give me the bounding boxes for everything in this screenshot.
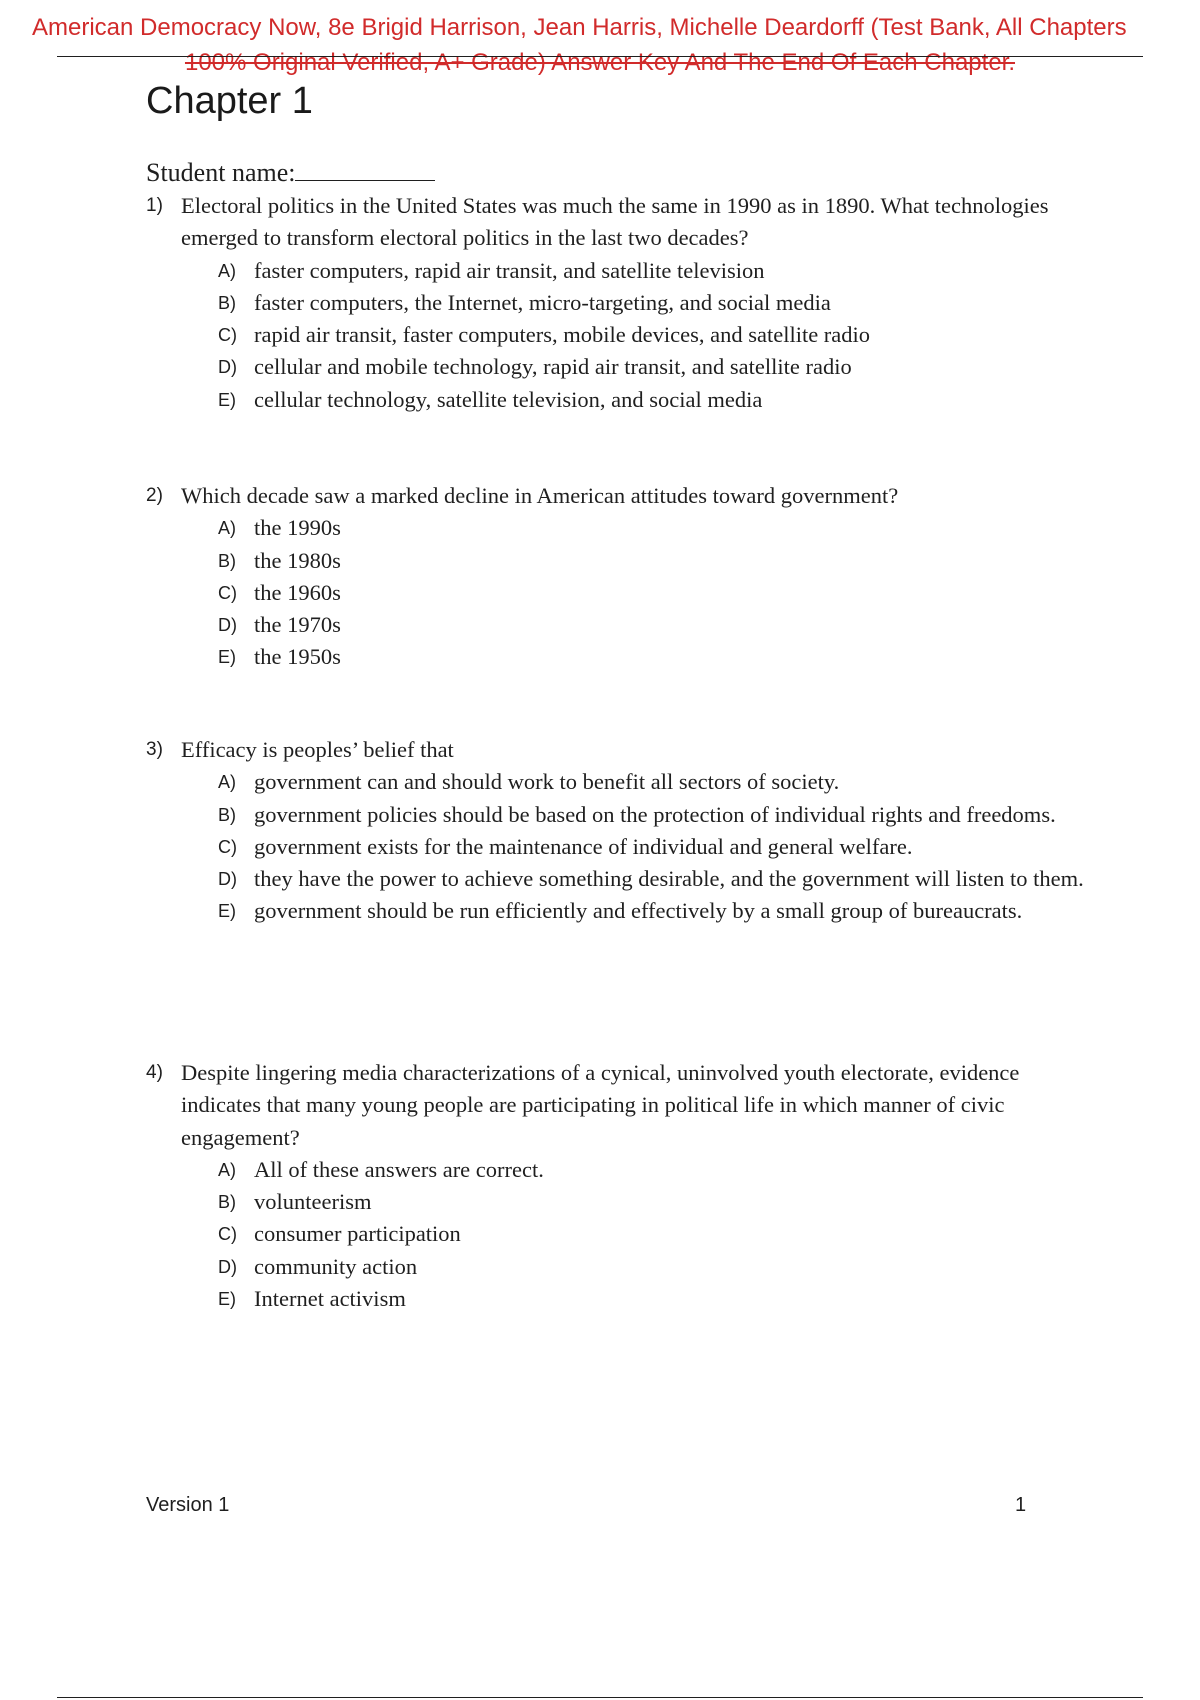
option-text: consumer participation xyxy=(254,1221,461,1247)
option-text: they have the power to achieve something desirable, and the government will listen to them. xyxy=(254,866,1084,892)
header-divider xyxy=(57,56,1143,57)
option-text: the 1950s xyxy=(254,644,341,670)
option-letter: C) xyxy=(218,325,237,346)
answer-option xyxy=(218,641,1096,673)
option-letter: B) xyxy=(218,804,236,825)
student-name-label: Student name: xyxy=(146,158,296,187)
answer-option xyxy=(218,545,1096,577)
option-letter: B) xyxy=(218,550,236,571)
option-text: government should be run efficiently and effectively by a small group of bureaucrats. xyxy=(254,898,1023,924)
option-text: Internet activism xyxy=(254,1286,406,1312)
option-letter: D) xyxy=(218,1256,237,1277)
answer-option xyxy=(218,1283,1096,1315)
answer-options xyxy=(218,255,1096,416)
option-letter: E) xyxy=(218,1289,236,1310)
answer-option xyxy=(218,1186,1096,1218)
version-label: Version 1 xyxy=(146,1494,230,1516)
page-number: 1 xyxy=(1015,1494,1027,1516)
answer-options xyxy=(218,766,1096,927)
question-number: 3) xyxy=(146,739,163,760)
answer-option xyxy=(218,319,1096,351)
option-text: faster computers, rapid air transit, and satellite television xyxy=(254,257,765,283)
banner-subtitle-line: 100% Original Verified, A+ Grade) Answer Key And The End Of Each Chapter. xyxy=(184,49,1016,76)
option-text: government policies should be based on the protection of individual rights and freedoms. xyxy=(254,801,1056,827)
option-letter: E) xyxy=(218,901,236,922)
answer-option xyxy=(218,766,1096,798)
option-letter: A) xyxy=(218,1159,236,1180)
option-letter: A) xyxy=(218,772,236,793)
question-list xyxy=(146,190,1096,1317)
chapter-title: Chapter 1 xyxy=(146,80,313,122)
student-name-field xyxy=(146,156,435,190)
answer-option xyxy=(218,831,1096,863)
option-letter: B) xyxy=(218,292,236,313)
option-text: rapid air transit, faster computers, mobile devices, and satellite radio xyxy=(254,322,871,348)
answer-option xyxy=(218,1218,1096,1250)
option-text: faster computers, the Internet, micro-targeting, and social media xyxy=(254,289,831,315)
option-letter: E) xyxy=(218,647,236,668)
option-letter: C) xyxy=(218,836,237,857)
question-1 xyxy=(146,190,1096,480)
question-text: Electoral politics in the United States was much the same in 1990 as in 1890. What technologies emerged to transform electoral politics in the last two decades? xyxy=(181,193,1049,251)
option-text: community action xyxy=(254,1253,418,1279)
option-text: cellular technology, satellite television, and social media xyxy=(254,386,763,412)
footer-divider xyxy=(57,1697,1143,1698)
option-text: government can and should work to benefit all sectors of society. xyxy=(254,769,840,795)
option-letter: C) xyxy=(218,582,237,603)
document-banner xyxy=(0,10,1200,80)
option-text: the 1960s xyxy=(254,579,341,605)
answer-option xyxy=(218,863,1096,895)
answer-option xyxy=(218,384,1096,416)
option-text: volunteerism xyxy=(254,1189,372,1215)
answer-option xyxy=(218,255,1096,287)
option-text: the 1980s xyxy=(254,547,341,573)
question-4 xyxy=(146,1057,1096,1317)
answer-option xyxy=(218,1154,1096,1186)
option-letter: B) xyxy=(218,1192,236,1213)
answer-option xyxy=(218,799,1096,831)
question-3 xyxy=(146,734,1096,1057)
option-text: the 1970s xyxy=(254,612,341,638)
answer-option xyxy=(218,609,1096,641)
student-name-blank xyxy=(295,158,435,181)
option-letter: D) xyxy=(218,869,237,890)
banner-title-line: American Democracy Now, 8e Brigid Harrison, Jean Harris, Michelle Deardorff (Test Bank, All Chapters xyxy=(32,14,1127,41)
answer-option xyxy=(218,1251,1096,1283)
option-text: government exists for the maintenance of individual and general welfare. xyxy=(254,833,913,859)
question-number: 1) xyxy=(146,195,163,216)
question-number: 4) xyxy=(146,1062,163,1083)
question-number: 2) xyxy=(146,485,163,506)
question-text: Which decade saw a marked decline in American attitudes toward government? xyxy=(181,483,899,508)
answer-option xyxy=(218,287,1096,319)
option-text: cellular and mobile technology, rapid air transit, and satellite radio xyxy=(254,354,852,380)
option-letter: A) xyxy=(218,260,236,281)
question-2 xyxy=(146,480,1096,734)
option-letter: D) xyxy=(218,357,237,378)
answer-option xyxy=(218,895,1096,927)
option-text: the 1990s xyxy=(254,515,341,541)
answer-option xyxy=(218,577,1096,609)
answer-options xyxy=(218,1154,1096,1315)
option-text: All of these answers are correct. xyxy=(254,1156,544,1182)
question-text: Despite lingering media characterizations of a cynical, uninvolved youth electorate, evidence indicates that many young people are participating in political life in which manner of civic engagement? xyxy=(181,1060,1020,1150)
option-letter: A) xyxy=(218,518,236,539)
answer-options xyxy=(218,512,1096,673)
option-letter: D) xyxy=(218,615,237,636)
answer-option xyxy=(218,351,1096,383)
answer-option xyxy=(218,512,1096,544)
option-letter: C) xyxy=(218,1224,237,1245)
option-letter: E) xyxy=(218,389,236,410)
question-text: Efficacy is peoples’ belief that xyxy=(181,737,454,762)
